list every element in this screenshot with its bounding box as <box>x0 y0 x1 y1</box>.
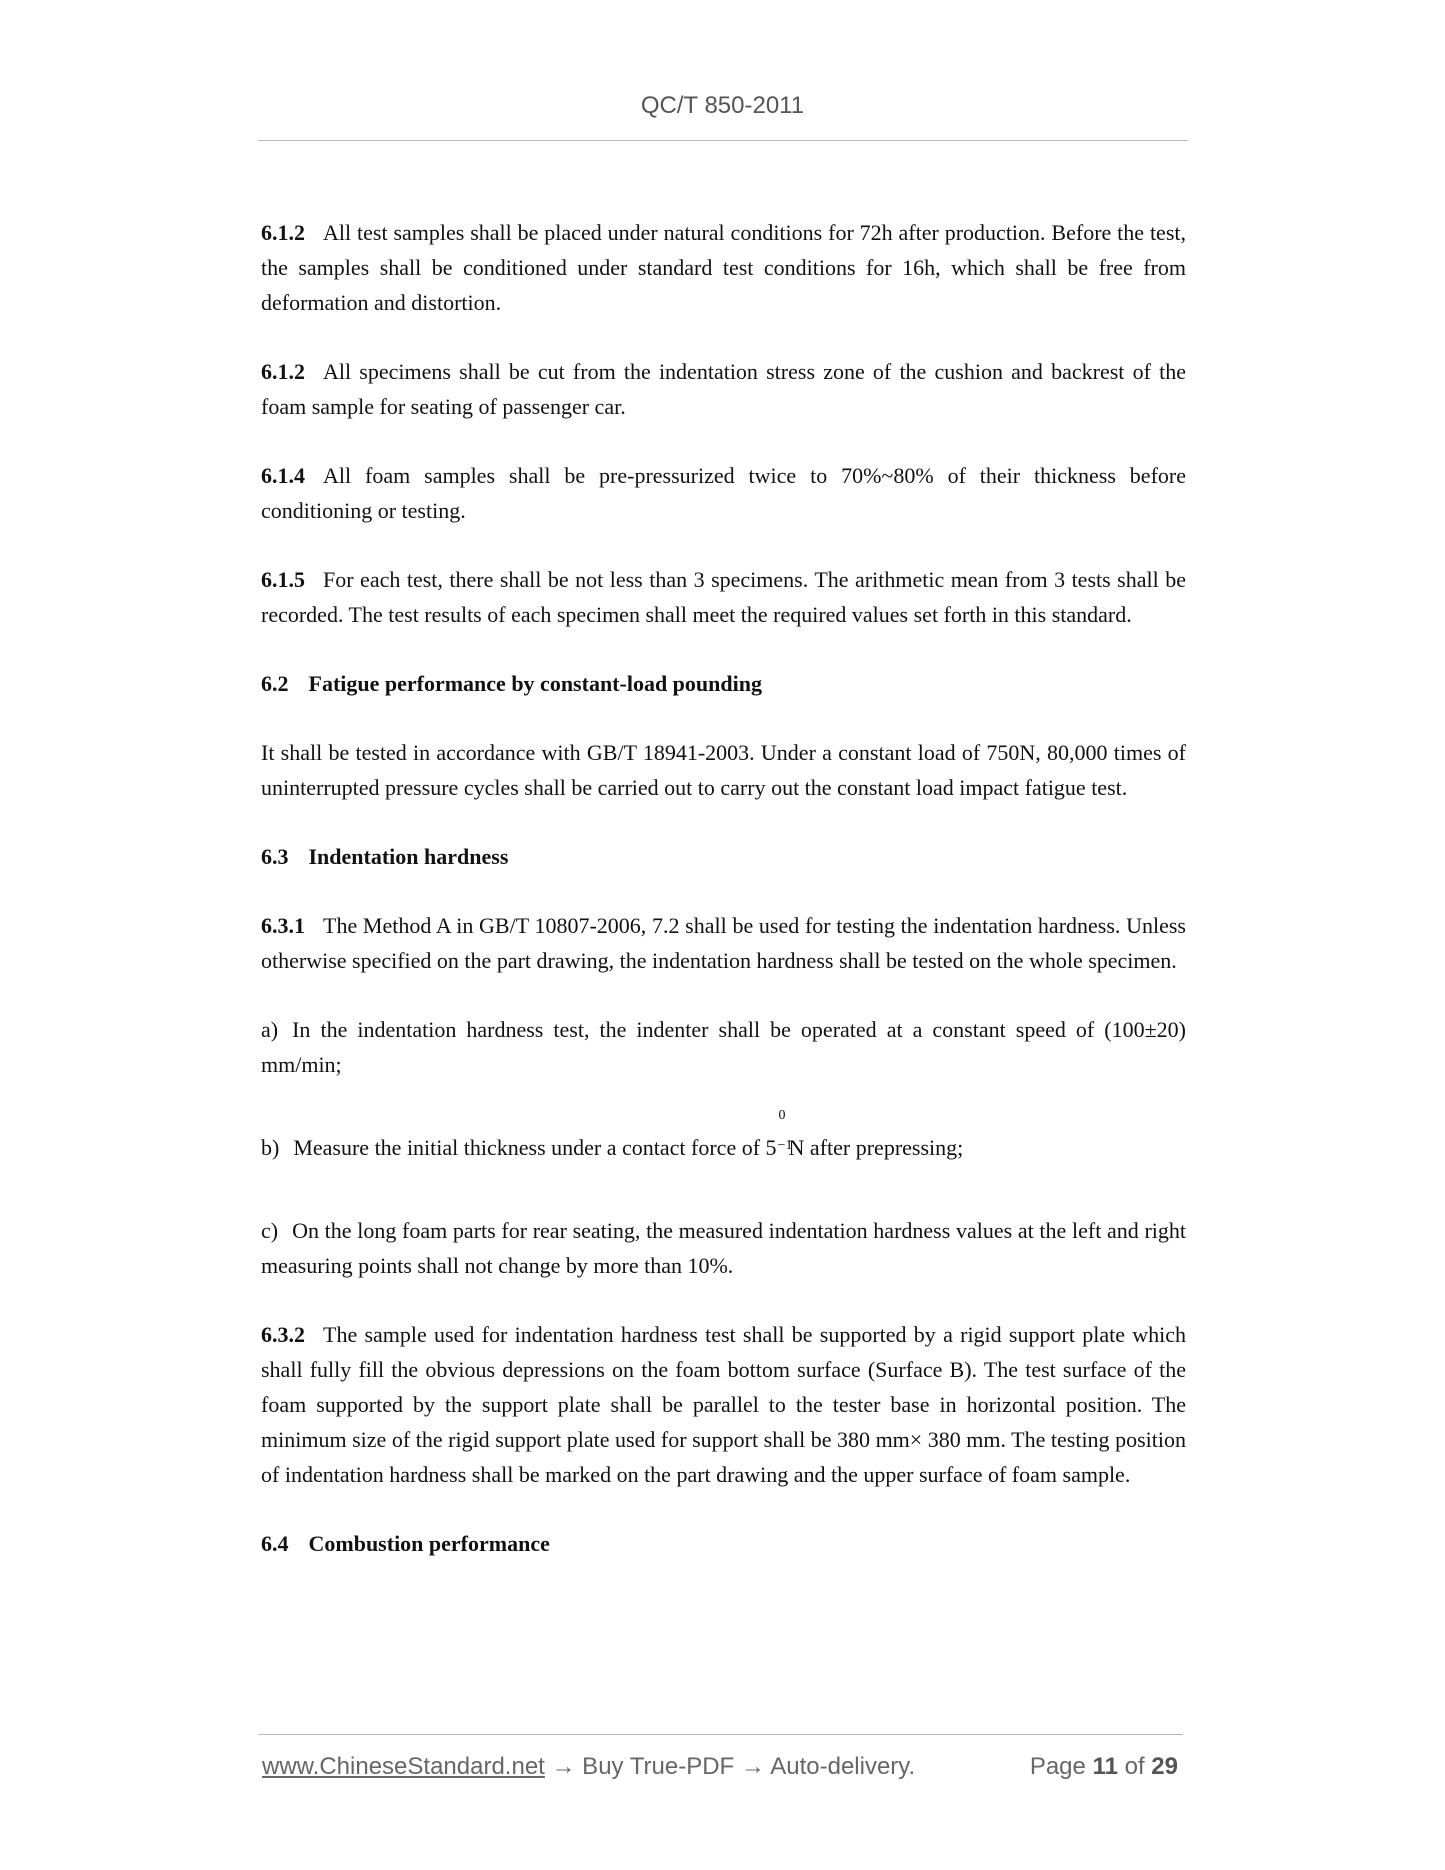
list-label: b) <box>261 1135 280 1160</box>
list-item-a <box>261 1012 1186 1082</box>
clause-text: The Method A in GB/T 10807-2006, 7.2 shall be used for testing the indentation hardness. Unless otherwise specified on the part drawing, the indentation hardness shall be tested on the whole specimen. <box>261 913 1186 973</box>
tolerance-lower: −1 <box>777 1138 793 1153</box>
current-page: 11 <box>1092 1753 1118 1780</box>
clause-text: All specimens shall be cut from the indentation stress zone of the cushion and backrest of the foam sample for seating of passenger car. <box>261 359 1186 419</box>
website-link[interactable]: www.ChineseStandard.net <box>262 1753 545 1780</box>
section-number: 6.3 <box>261 844 289 869</box>
clause-number: 6.1.2 <box>261 220 305 245</box>
clause-6-1-2-b <box>261 354 1186 424</box>
footer <box>262 1753 1182 1785</box>
footer-buy-text: → Buy True-PDF → Auto-delivery. <box>544 1753 916 1780</box>
clause-number: 6.1.2 <box>261 359 305 384</box>
header-divider <box>258 140 1188 141</box>
list-label: a) <box>261 1017 279 1042</box>
list-item-b <box>261 1108 1186 1165</box>
clause-6-3-2 <box>261 1317 1186 1492</box>
clause-text: All test samples shall be placed under natural conditions for 72h after production. Before the test, the samples shall be conditioned under standard test conditions for 16h, which shall be free from deformation and distortion. <box>261 220 1186 315</box>
header-title: QC/T 850-2011 <box>640 92 805 119</box>
section-number: 6.2 <box>261 671 289 696</box>
clause-6-3-1 <box>261 908 1186 978</box>
of-label: of <box>1124 1753 1145 1780</box>
section-title: Fatigue performance by constant-load pounding <box>308 671 762 696</box>
section-number: 6.4 <box>261 1531 289 1556</box>
clause-text: For each test, there shall be not less than 3 specimens. The arithmetic mean from 3 tests shall be recorded. The test results of each specimen shall meet the required values set forth in this standard. <box>261 567 1186 627</box>
tolerance-notation <box>777 1108 793 1155</box>
clause-6-1-5 <box>261 562 1186 632</box>
document-body <box>261 215 1186 1595</box>
clause-6-1-4 <box>261 458 1186 528</box>
clause-text: All foam samples shall be pre-pressurized twice to 70%~80% of their thickness before conditioning or testing. <box>261 463 1186 523</box>
section-title: Combustion performance <box>308 1531 550 1556</box>
clause-number: 6.1.4 <box>261 463 305 488</box>
clause-6-1-2-a <box>261 215 1186 320</box>
section-title: Indentation hardness <box>308 844 509 869</box>
clause-number: 6.3.1 <box>261 913 305 938</box>
list-text: In the indentation hardness test, the indenter shall be operated at a constant speed of (100±20) mm/min; <box>261 1017 1186 1077</box>
clause-number: 6.3.2 <box>261 1322 305 1347</box>
list-text: On the long foam parts for rear seating, the measured indentation hardness values at the left and right measuring points shall not change by more than 10%. <box>261 1218 1186 1278</box>
tolerance-upper: 0 <box>778 1108 786 1123</box>
list-text: Measure the initial thickness under a contact force of 5 <box>293 1135 777 1160</box>
page-indicator <box>1030 1753 1178 1781</box>
total-pages: 29 <box>1151 1753 1178 1780</box>
page-label: Page <box>1029 1753 1086 1780</box>
list-label: c) <box>261 1218 279 1243</box>
section-heading-6-2 <box>261 666 1186 701</box>
list-item-c <box>261 1213 1186 1283</box>
section-heading-6-4 <box>261 1526 1186 1561</box>
paragraph-fatigue-test: It shall be tested in accordance with GB/T 18941-2003. Under a constant load of 750N, 80,000 times of uninterrupted pressure cycles shall be carried out to carry out the constant load impact fatigue test. <box>261 740 1186 800</box>
clause-text: The sample used for indentation hardness test shall be supported by a rigid support plate which shall fully fill the obvious depressions on the foam bottom surface (Surface B). The test surface of the foam supported by the support plate shall be parallel to the tester base in horizontal position. The minimum size of the rigid support plate used for support shall be 380 mm× 380 mm. The testing position of indentation hardness shall be marked on the part drawing and the upper surface of foam sample. <box>261 1322 1186 1487</box>
section-heading-6-3 <box>261 839 1186 874</box>
footer-left <box>262 1753 915 1781</box>
footer-divider <box>258 1734 1183 1735</box>
clause-number: 6.1.5 <box>261 567 305 592</box>
list-text-end: N after prepressing; <box>788 1135 964 1160</box>
